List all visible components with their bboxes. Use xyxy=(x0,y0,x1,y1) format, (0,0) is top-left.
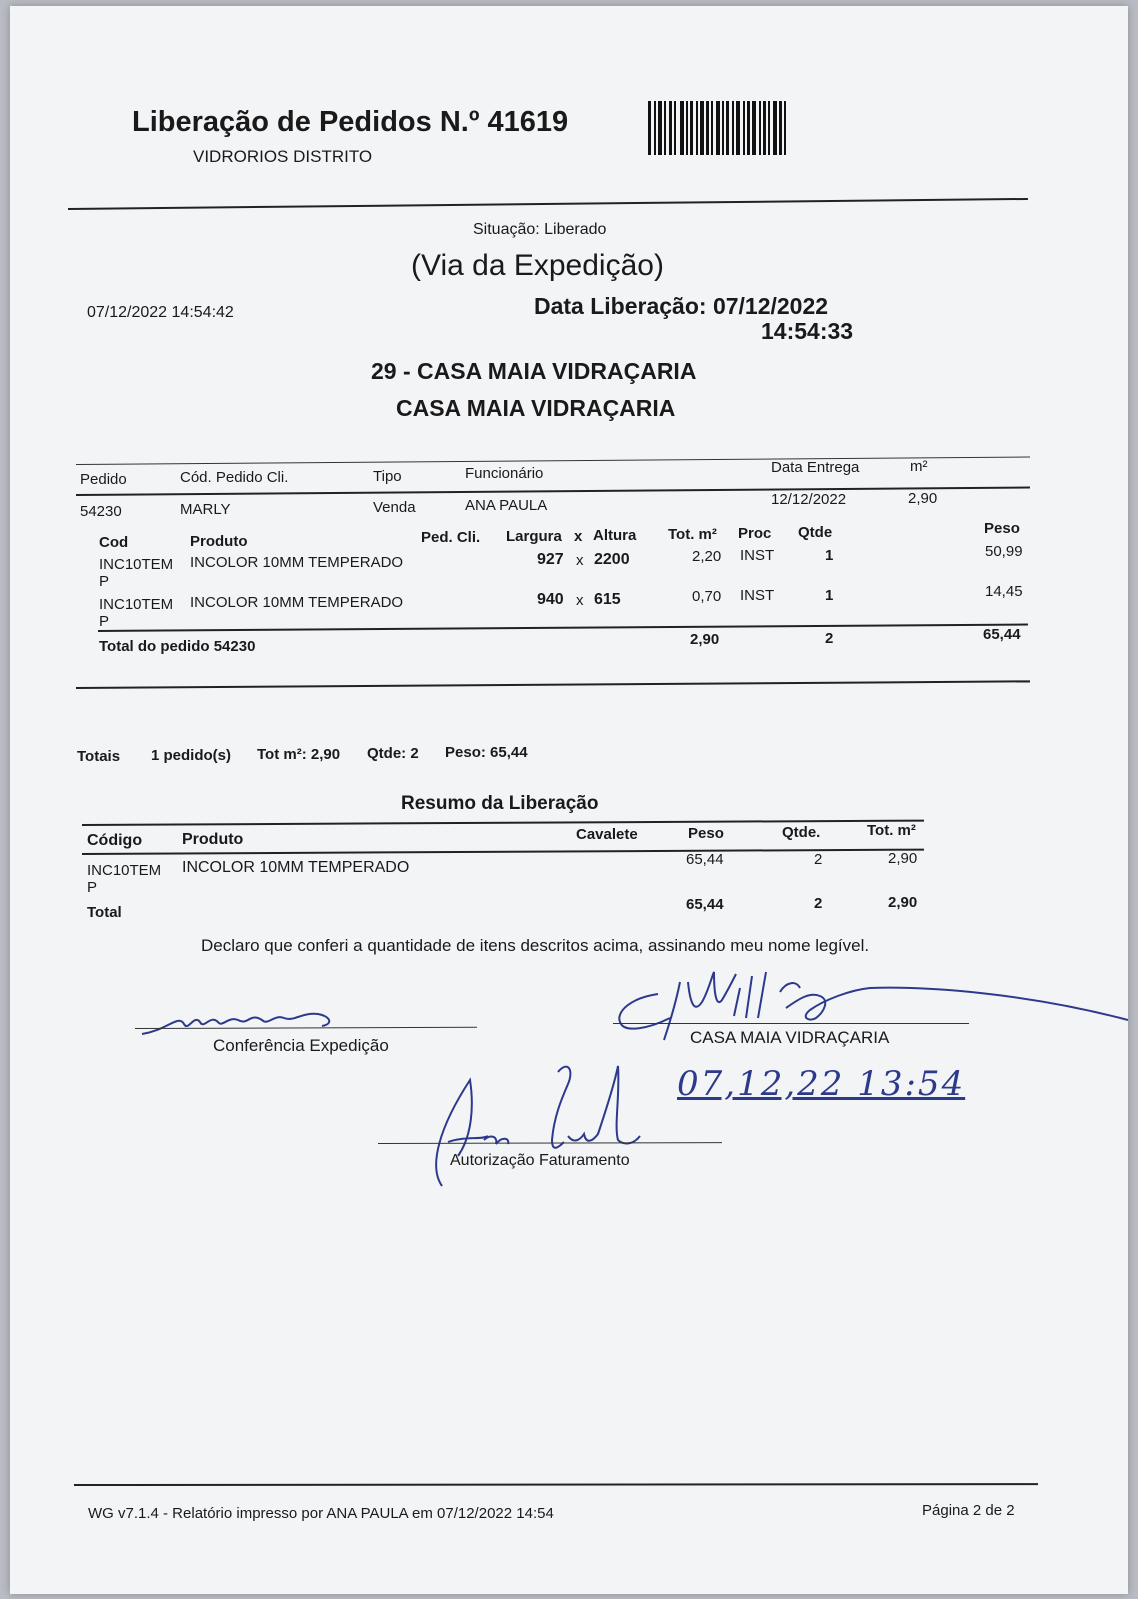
resumo-total-tot-m2: 2,90 xyxy=(888,894,918,911)
col-largura: Largura xyxy=(506,528,562,545)
label-tipo: Tipo xyxy=(373,468,402,485)
client-line-1: 29 - CASA MAIA VIDRAÇARIA xyxy=(371,358,697,384)
label-m2: m² xyxy=(910,458,928,475)
via-label: (Via da Expedição) xyxy=(411,249,664,282)
row1-largura: 927 xyxy=(537,551,564,568)
col-altura: Altura xyxy=(593,527,637,544)
row2-peso: 14,45 xyxy=(985,583,1023,600)
printed-at: 07/12/2022 14:54:42 xyxy=(87,304,234,321)
row2-qtde: 1 xyxy=(825,587,834,604)
label-cod-pedido-cli: Cód. Pedido Cli. xyxy=(180,469,289,486)
value-cod-pedido-cli: MARLY xyxy=(180,501,231,518)
resumo-qtde: 2 xyxy=(814,851,823,868)
client-line-2: CASA MAIA VIDRAÇARIA xyxy=(396,395,676,421)
label-funcionario: Funcionário xyxy=(465,465,544,482)
barcode xyxy=(648,101,818,155)
row1-x: x xyxy=(576,552,584,569)
resumo-produto: INCOLOR 10MM TEMPERADO xyxy=(182,859,410,876)
row1-cod-a: INC10TEM xyxy=(99,556,174,573)
totais-label: Totais xyxy=(77,748,121,765)
line-cliente xyxy=(613,1023,969,1024)
row2-cod-a: INC10TEM xyxy=(99,596,174,613)
value-data-entrega: 12/12/2022 xyxy=(771,491,847,508)
row1-proc: INST xyxy=(740,547,775,564)
order-bottom-line xyxy=(76,680,1030,689)
label-cliente: CASA MAIA VIDRAÇARIA xyxy=(690,1028,890,1047)
totais-m2: Tot m²: 2,90 xyxy=(257,746,341,763)
document-title: Liberação de Pedidos N.º 41619 xyxy=(132,106,569,138)
resumo-col-peso: Peso xyxy=(688,825,724,842)
data-liberacao-time: 14:54:33 xyxy=(761,318,854,344)
resumo-total-label: Total xyxy=(87,904,122,921)
col-produto: Produto xyxy=(190,533,248,550)
resumo-total-peso: 65,44 xyxy=(686,896,724,913)
row2-produto: INCOLOR 10MM TEMPERADO xyxy=(190,594,404,611)
resumo-col-codigo: Código xyxy=(87,832,143,849)
header-divider xyxy=(68,198,1028,210)
declaracao: Declaro que conferi a quantidade de itens descritos acima, assinando meu nome legível. xyxy=(201,936,870,955)
totais-pedidos: 1 pedido(s) xyxy=(151,747,232,764)
value-m2: 2,90 xyxy=(908,490,938,507)
resumo-col-cavalete: Cavalete xyxy=(576,826,638,843)
resumo-title: Resumo da Liberação xyxy=(401,793,599,814)
footer-line xyxy=(74,1483,1038,1486)
resumo-total-qtde: 2 xyxy=(814,895,823,912)
totais-qtde: Qtde: 2 xyxy=(367,745,419,762)
row1-peso: 50,99 xyxy=(985,543,1023,560)
handwritten-date: 07,12,22 13:54 xyxy=(677,1064,966,1104)
value-funcionario: ANA PAULA xyxy=(465,497,548,514)
resumo-col-qtde: Qtde. xyxy=(782,824,821,841)
row2-largura: 940 xyxy=(537,591,564,608)
document-page xyxy=(10,6,1128,1594)
row1-altura: 2200 xyxy=(594,551,630,568)
total-pedido-peso: 65,44 xyxy=(983,626,1021,643)
label-conferencia: Conferência Expedição xyxy=(213,1036,389,1055)
order-header-line xyxy=(76,487,1030,496)
company-name: VIDRORIOS DISTRITO xyxy=(193,147,373,166)
resumo-codigo-a: INC10TEM xyxy=(87,862,162,879)
value-pedido: 54230 xyxy=(80,503,122,520)
col-tot-m2: Tot. m² xyxy=(668,526,717,543)
col-proc: Proc xyxy=(738,525,772,542)
signature-conferencia xyxy=(138,1000,358,1040)
resumo-tot-m2: 2,90 xyxy=(888,850,918,867)
row2-x: x xyxy=(576,592,584,609)
col-qtde: Qtde xyxy=(798,524,833,541)
resumo-header-line xyxy=(82,849,924,855)
col-ped-cli: Ped. Cli. xyxy=(421,529,481,546)
col-peso: Peso xyxy=(984,520,1020,537)
label-data-entrega: Data Entrega xyxy=(771,459,860,476)
items-total-line xyxy=(98,624,1028,632)
col-x: x xyxy=(574,528,583,545)
total-pedido-qtde: 2 xyxy=(825,630,834,647)
order-top-line xyxy=(76,457,1030,465)
row2-proc: INST xyxy=(740,587,775,604)
totais-peso: Peso: 65,44 xyxy=(445,744,528,761)
col-cod: Cod xyxy=(99,534,129,551)
value-tipo: Venda xyxy=(373,499,416,516)
label-autorizacao: Autorização Faturamento xyxy=(450,1152,630,1169)
row2-altura: 615 xyxy=(594,591,621,608)
row1-qtde: 1 xyxy=(825,547,834,564)
footer-left: WG v7.1.4 - Relatório impresso por ANA PAULA em 07/12/2022 14:54 xyxy=(88,1505,554,1522)
situacao: Situação: Liberado xyxy=(473,221,607,238)
row1-tot-m2: 2,20 xyxy=(692,548,722,565)
row2-tot-m2: 0,70 xyxy=(692,588,722,605)
resumo-col-tot-m2: Tot. m² xyxy=(867,822,916,839)
label-pedido: Pedido xyxy=(80,471,127,488)
row1-produto: INCOLOR 10MM TEMPERADO xyxy=(190,554,404,571)
row1-cod-b: P xyxy=(99,573,110,590)
total-pedido-m2: 2,90 xyxy=(690,631,720,648)
row2-cod-b: P xyxy=(99,613,110,630)
total-pedido-label: Total do pedido 54230 xyxy=(99,638,256,655)
signature-autorizacao xyxy=(418,1056,678,1206)
footer-page: Página 2 de 2 xyxy=(922,1502,1015,1519)
resumo-col-produto: Produto xyxy=(182,831,244,848)
resumo-codigo-b: P xyxy=(87,879,98,896)
resumo-peso: 65,44 xyxy=(686,851,724,868)
data-liberacao: Data Liberação: 07/12/2022 xyxy=(534,293,829,319)
